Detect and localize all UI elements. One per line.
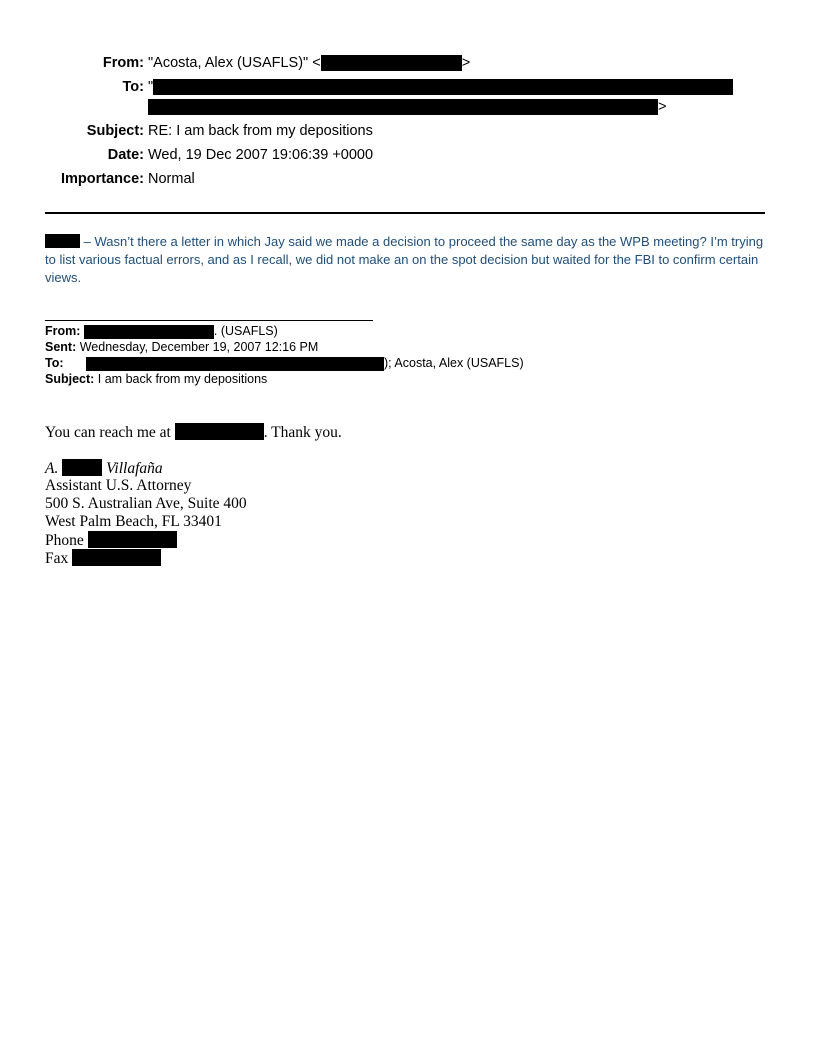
original-message-divider: [45, 320, 373, 321]
header-to-label: To:: [122, 79, 144, 95]
body-reach-line: [45, 423, 342, 442]
signature-address-line1: 500 S. Australian Ave, Suite 400: [45, 495, 247, 512]
header-date-value: Wed, 19 Dec 2007 19:06:39 +0000: [148, 147, 374, 163]
signature-phone: [45, 531, 177, 550]
header-importance-value: Normal: [148, 171, 195, 187]
header-from-close: >: [461, 55, 471, 71]
header-to-close: >: [658, 99, 667, 115]
redaction-block: [321, 55, 462, 71]
reply-message: [45, 233, 765, 287]
header-from-label: From:: [102, 55, 144, 71]
header-subject-value: RE: I am back from my depositions: [148, 123, 373, 139]
signature-name: [45, 459, 163, 478]
signature-fax-label: Fax: [45, 550, 69, 567]
header-date-label: Date:: [107, 147, 144, 163]
body-reach-suffix: . Thank you.: [263, 424, 342, 441]
original-sent-value: Wednesday, December 19, 2007 12:16 PM: [76, 340, 319, 354]
original-subject-row: [45, 371, 267, 387]
original-to-row: [45, 355, 524, 371]
body-reach-prefix: You can reach me at: [45, 424, 175, 441]
signature-address-line2: West Palm Beach, FL 33401: [45, 513, 222, 530]
original-sent-row: [45, 339, 318, 355]
original-to-label: To:: [45, 356, 64, 370]
header-importance-label: Importance:: [61, 171, 144, 187]
redaction-block: [45, 234, 80, 248]
signature-initial: A.: [45, 460, 59, 477]
original-from-suffix: . (USAFLS): [213, 324, 278, 338]
signature-phone-label: Phone: [45, 532, 84, 549]
redaction-block: [62, 459, 102, 476]
header-divider: [45, 212, 765, 214]
redaction-block: [84, 325, 214, 339]
signature-surname: Villafaña: [106, 460, 163, 477]
original-to-suffix: ); Acosta, Alex (USAFLS): [384, 356, 524, 370]
header-from-value: "Acosta, Alex (USAFLS)" <: [148, 55, 321, 71]
header-to-value: ": [148, 79, 154, 95]
signature-fax: [45, 549, 161, 568]
reply-text: – Wasn’t there a letter in which Jay said we made a decision to proceed the same day as the WPB meeting? I’m trying to list various factual errors, and as I recall, we did not make an on the spot decision but waited for the FBI to confirm certain views.: [45, 234, 764, 285]
header-subject-label: Subject:: [86, 123, 144, 139]
original-from-label: From:: [45, 324, 81, 338]
redaction-block: [88, 531, 177, 548]
original-from-row: [45, 323, 278, 339]
original-sent-label: Sent:: [45, 340, 77, 354]
redaction-block: [175, 423, 264, 440]
redaction-block: [72, 549, 161, 566]
signature-title: Assistant U.S. Attorney: [45, 477, 192, 494]
redaction-block: [148, 99, 658, 115]
redaction-block: [153, 79, 733, 95]
redaction-block: [86, 357, 384, 371]
original-subject-value: I am back from my depositions: [94, 372, 268, 386]
original-subject-label: Subject:: [45, 372, 95, 386]
